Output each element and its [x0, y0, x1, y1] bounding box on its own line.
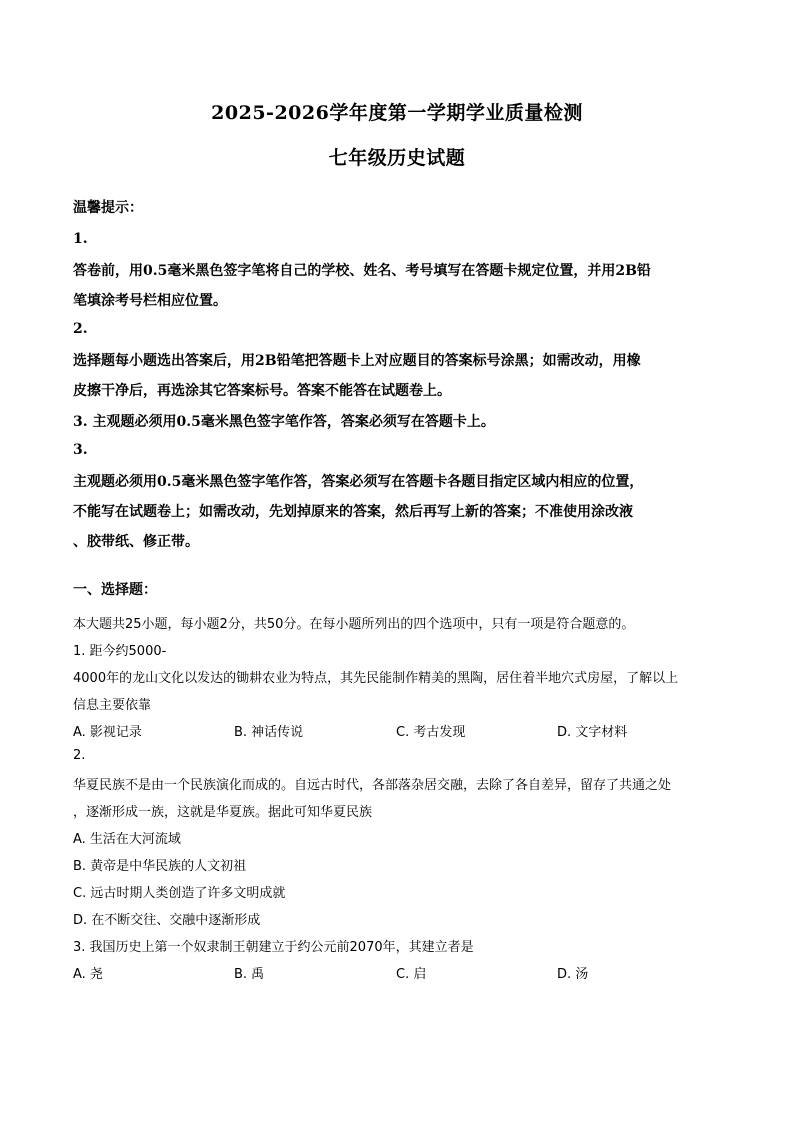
q3-stem: 3. 我国历史上第一个奴隶制王朝建立于约公元前2070年，其建立者是 — [73, 940, 474, 955]
section-intro: 本大题共25小题，每小题2分，共50分。在每小题所列出的四个选项中，只有一项是符合题意的。 — [73, 617, 635, 632]
notice-heading: 温馨提示： — [73, 200, 143, 216]
notice-line-2a: 选择题每小题选出答案后，用2B铅笔把答题卡上对应题目的答案标号涂黑；如需改动，用橡 — [73, 353, 641, 369]
q1-option-b: B. 神话传说 — [234, 725, 304, 740]
notice-line-1b: 笔填涂考号栏相应位置。 — [73, 293, 227, 309]
notice-number-2: 2. — [73, 321, 88, 337]
q2-number: 2. — [73, 748, 86, 763]
notice-number-3b: 3. — [73, 442, 88, 458]
q2-stem-line-2: ，逐渐形成一族，这就是华夏族。据此可知华夏民族 — [73, 805, 373, 820]
q2-option-b: B. 黄帝是中华民族的人文初祖 — [73, 859, 247, 874]
q1-option-a: A. 影视记录 — [73, 725, 142, 740]
q2-option-c: C. 远古时期人类创造了许多文明成就 — [73, 886, 286, 901]
notice-line-4a: 主观题必须用0.5毫米黑色签字笔作答，答案必须写在答题卡各题目指定区域内相应的位置， — [73, 474, 644, 490]
q3-option-b: B. 禹 — [234, 967, 265, 982]
q3-option-d: D. 汤 — [557, 967, 589, 982]
q2-option-d: D. 在不断交往、交融中逐渐形成 — [73, 913, 261, 928]
notice-line-3: 3. 主观题必须用0.5毫米黑色签字笔作答，答案必须写在答题卡上。 — [73, 414, 495, 430]
notice-number-1: 1. — [73, 231, 88, 247]
notice-line-4b: 不能写在试题卷上；如需改动，先划掉原来的答案，然后再写上新的答案；不准使用涂改液 — [73, 504, 633, 520]
exam-subtitle: 七年级历史试题 — [328, 147, 466, 169]
q3-option-c: C. 启 — [396, 967, 427, 982]
notice-line-4c: 、胶带纸、修正带。 — [73, 534, 199, 550]
q1-stem-line-3: 信息主要依靠 — [73, 698, 152, 713]
q1-option-d: D. 文字材料 — [557, 725, 628, 740]
q1-stem-line-2: 4000年的龙山文化以发达的锄耕农业为特点，其先民能制作精美的黑陶，居住着半地穴式房屋，了解以上 — [73, 671, 679, 686]
notice-line-2b: 皮擦干净后，再选涂其它答案标号。答案不能答在试题卷上。 — [73, 383, 451, 399]
q2-stem-line-1: 华夏民族不是由一个民族演化而成的。自远古时代，各部落杂居交融，去除了各自差异，留存了共通之处 — [73, 778, 672, 793]
notice-line-1a: 答卷前，用0.5毫米黑色签字笔将自己的学校、姓名、考号填写在答题卡规定位置，并用2B铅 — [73, 263, 651, 279]
q1-stem-line-1: 1. 距今约5000- — [73, 644, 167, 659]
q2-option-a: A. 生活在大河流域 — [73, 832, 181, 847]
q3-option-a: A. 尧 — [73, 967, 103, 982]
q1-option-c: C. 考古发现 — [396, 725, 466, 740]
section-heading: 一、选择题： — [73, 582, 157, 598]
exam-title: 2025-2026学年度第一学期学业质量检测 — [211, 102, 583, 124]
